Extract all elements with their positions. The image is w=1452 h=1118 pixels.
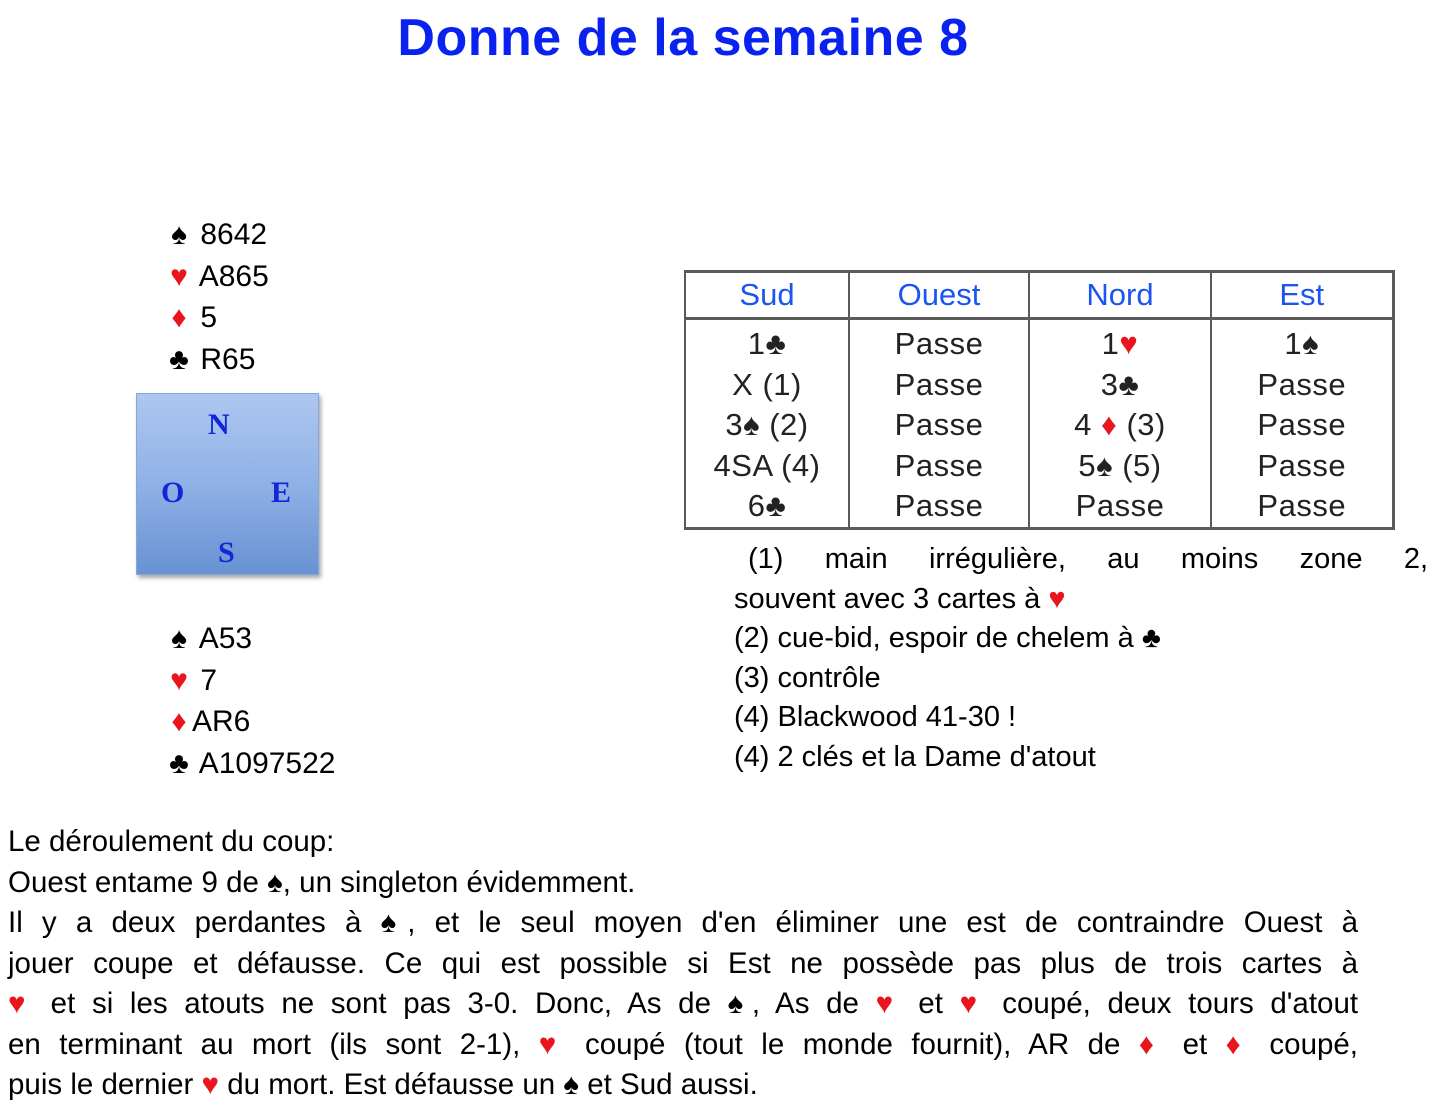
south-spades-cards: A53 — [198, 622, 253, 655]
header-sud: Sud — [685, 272, 849, 319]
spade-icon: ♠ — [171, 218, 187, 251]
note-1-line-a: (1) main irrégulière, au moins zone 2, — [748, 543, 1428, 575]
spade-icon: ♠ — [267, 865, 283, 899]
bid-nord-4: Passe — [1075, 488, 1165, 523]
story-text: coupé, deux tours d'atout — [985, 987, 1359, 1020]
spade-icon: ♠ — [727, 987, 752, 1020]
compass-south: S — [218, 536, 235, 569]
story-line-7 — [8, 1065, 1358, 1106]
heart-icon: ♥ — [538, 1027, 567, 1061]
spade-icon: ♠ — [563, 1068, 580, 1101]
north-hearts — [166, 256, 269, 298]
story-text: et — [901, 987, 960, 1020]
north-clubs-cards: R65 — [200, 342, 256, 376]
story-line-4: jouer coupe et défausse. Ce qui est possible si Est ne possède pas plus de trois cartes à — [8, 946, 1358, 980]
south-diamonds — [166, 701, 336, 743]
compass-west: O — [161, 476, 185, 509]
south-hearts-cards: 7 — [200, 663, 218, 697]
story-line-5 — [8, 984, 1358, 1025]
story-text: en terminant au mort (ils sont 2-1), — [8, 1027, 539, 1061]
north-spades-cards: 8642 — [200, 218, 268, 251]
bids-ouest — [849, 319, 1029, 529]
bidding-body-row — [685, 319, 1393, 529]
diamond-icon: ♦ — [171, 301, 187, 334]
bid-sud-4: 6♣ — [747, 488, 787, 523]
north-diamonds — [166, 297, 269, 339]
north-spades — [166, 214, 269, 256]
bids-nord — [1029, 319, 1211, 529]
story-line-2 — [8, 863, 1358, 904]
south-spades — [166, 618, 336, 660]
bids-sud — [685, 319, 849, 529]
bid-est-4: Passe — [1257, 488, 1347, 523]
story-text: et — [1164, 1027, 1226, 1061]
heart-icon: ♥ — [170, 259, 188, 293]
south-diamonds-cards: AR6 — [192, 705, 251, 738]
bid-sud-2: 3♠ (2) — [725, 407, 809, 442]
story-text: , As de — [751, 987, 876, 1020]
bid-sud-3: 4SA (4) — [713, 447, 821, 483]
bid-ouest-0: Passe — [894, 326, 984, 361]
club-icon: ♣ — [169, 342, 189, 376]
diamond-icon: ♦ — [171, 705, 187, 738]
note-5: (4) 2 clés et la Dame d'atout — [734, 740, 1096, 773]
story-line-1: Le déroulement du coup: — [8, 825, 335, 858]
story-text: Il y a deux perdantes à — [8, 906, 381, 939]
story-line-3 — [8, 903, 1358, 944]
heart-icon: ♥ — [959, 987, 986, 1020]
bid-ouest-2: Passe — [894, 407, 984, 442]
bid-ouest-1: Passe — [894, 366, 984, 402]
header-est: Est — [1211, 272, 1393, 319]
bidding-table — [684, 270, 1395, 530]
north-hand — [166, 214, 269, 380]
story-text: puis le dernier — [8, 1068, 202, 1101]
club-icon: ♣ — [1141, 622, 1161, 654]
south-hearts — [166, 660, 336, 702]
north-hearts-cards: A865 — [198, 259, 269, 293]
note-3: (3) contrôle — [734, 661, 881, 694]
story-text: coupé, — [1250, 1027, 1358, 1061]
story-text: , un singleton évidemment. — [282, 865, 636, 899]
south-hand — [166, 618, 336, 784]
bid-nord-1: 3♣ — [1100, 366, 1140, 402]
bidding-header-row — [685, 272, 1393, 319]
bid-nord-3: 5♠ (5) — [1078, 447, 1162, 483]
story-text: coupé (tout le monde fournit), AR de — [566, 1027, 1139, 1061]
bid-nord-2: 4 ♦ (3) — [1074, 407, 1166, 442]
header-ouest: Ouest — [849, 272, 1029, 319]
note-1-text: souvent avec 3 cartes à — [734, 582, 1049, 615]
story-text: Ouest entame 9 de — [8, 865, 268, 899]
compass-east: E — [271, 476, 292, 509]
bid-ouest-4: Passe — [894, 488, 984, 523]
heart-icon: ♥ — [875, 987, 902, 1020]
spade-icon: ♠ — [171, 622, 187, 655]
south-clubs — [166, 743, 336, 785]
play-description — [8, 822, 1358, 1106]
heart-icon: ♥ — [170, 663, 188, 697]
story-text: , et le seul moyen d'en éliminer une est de contraindre Ouest à — [407, 906, 1358, 939]
note-1-line-b — [734, 580, 1428, 620]
bidding-notes — [734, 540, 1428, 777]
compass-box — [136, 393, 319, 575]
compass-north: N — [208, 408, 230, 441]
story-line-6 — [8, 1025, 1358, 1066]
heart-icon: ♥ — [8, 987, 34, 1020]
page-title: Donne de la semaine 8 — [397, 9, 969, 67]
note-2 — [734, 619, 1428, 659]
bid-est-0: 1♠ — [1284, 326, 1320, 361]
club-icon: ♣ — [169, 746, 189, 780]
heart-icon: ♥ — [1048, 582, 1066, 615]
diamond-icon: ♦ — [1225, 1027, 1251, 1061]
north-diamonds-cards: 5 — [200, 301, 218, 334]
note-4: (4) Blackwood 41-30 ! — [734, 701, 1017, 733]
bid-sud-0: 1♣ — [747, 326, 787, 361]
south-clubs-cards: A1097522 — [198, 746, 336, 780]
bid-ouest-3: Passe — [894, 447, 984, 483]
heart-icon: ♥ — [201, 1068, 220, 1101]
heart-icon: ♥ — [1119, 326, 1139, 361]
header-nord: Nord — [1029, 272, 1211, 319]
story-text: et si les atouts ne sont pas 3-0. Donc, As de — [34, 987, 728, 1020]
bid-est-1: Passe — [1257, 366, 1347, 402]
diamond-icon: ♦ — [1138, 1027, 1165, 1061]
bid-nord-0: 1♥ — [1101, 326, 1139, 361]
diamond-icon: ♦ — [1101, 407, 1118, 442]
north-clubs — [166, 339, 269, 381]
story-text: du mort. Est défausse un — [219, 1068, 564, 1101]
bid-est-2: Passe — [1257, 407, 1347, 442]
bids-est — [1211, 319, 1393, 529]
note-2-text: (2) cue-bid, espoir de chelem à — [734, 622, 1142, 654]
bid-sud-1: X (1) — [732, 366, 802, 402]
story-text: et Sud aussi. — [579, 1068, 758, 1101]
bid-est-3: Passe — [1257, 447, 1347, 483]
spade-icon: ♠ — [380, 906, 408, 939]
